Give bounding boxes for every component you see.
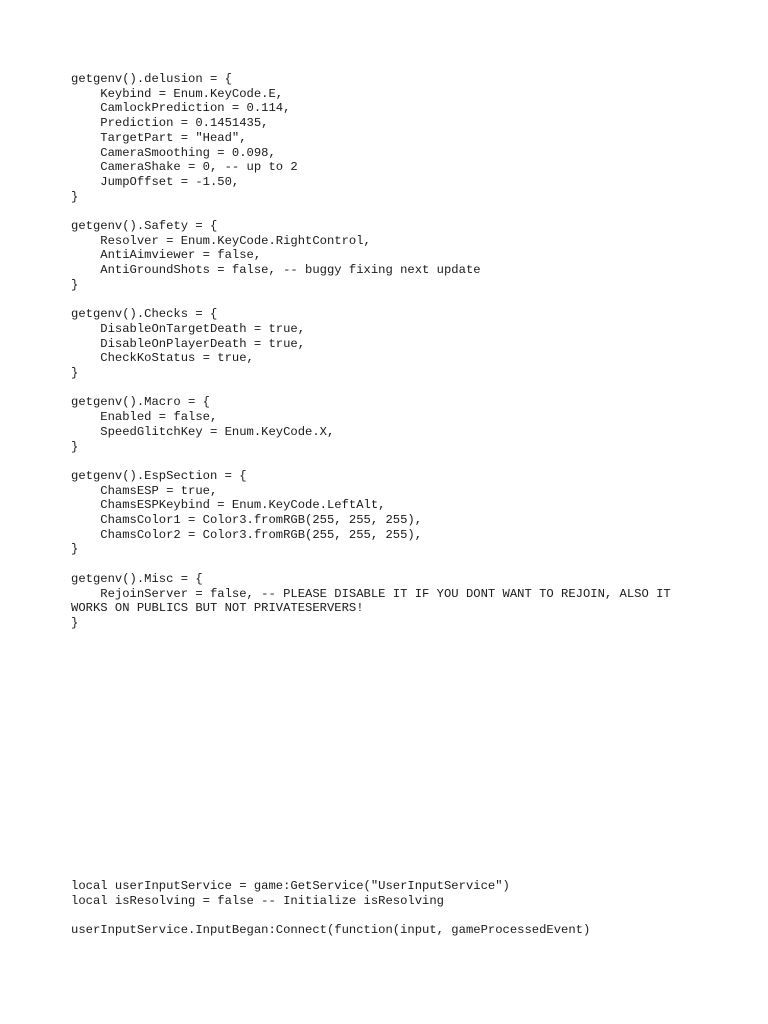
code-line: userInputService.InputBegan:Connect(function(input, gameProcessedEvent) (71, 923, 591, 938)
code-line: CheckKoStatus = true, (71, 351, 254, 366)
code-line: local userInputService = game:GetService("UserInputService") (71, 879, 510, 893)
code-line: } (71, 542, 79, 557)
code-line: WORKS ON PUBLICS BUT NOT PRIVATESERVERS! (71, 601, 364, 616)
code-block-resolver (71, 879, 590, 938)
code-line: DisableOnTargetDeath = true, (71, 321, 306, 336)
code-line: } (71, 439, 79, 454)
code-line: } (71, 189, 79, 204)
code-line: CameraSmoothing = 0.098, (71, 145, 276, 160)
code-line: Resolver = Enum.KeyCode.RightControl, (71, 233, 371, 248)
code-block-config (71, 72, 671, 631)
code-line: ChamsColor2 = Color3.fromRGB(255, 255, 255), (71, 527, 423, 542)
code-line: } (71, 615, 79, 630)
code-line: } (71, 277, 79, 292)
code-line: getgenv().Safety = { (71, 219, 218, 234)
code-line (71, 204, 671, 219)
code-line (71, 293, 671, 308)
code-line: getgenv().Macro = { (71, 395, 210, 410)
code-line (71, 381, 671, 396)
code-line: JumpOffset = -1.50, (71, 174, 240, 189)
code-line: Keybind = Enum.KeyCode.E, (71, 86, 284, 101)
code-line: SpeedGlitchKey = Enum.KeyCode.X, (71, 424, 335, 439)
code-line (71, 454, 671, 469)
code-line: TargetPart = "Head", (71, 130, 247, 145)
code-line: CamlockPrediction = 0.114, (71, 101, 291, 116)
code-line: getgenv().Checks = { (71, 307, 218, 322)
code-line: } (71, 366, 79, 381)
code-line: Enabled = false, (71, 410, 218, 425)
code-line: ChamsESPKeybind = Enum.KeyCode.LeftAlt, (71, 498, 386, 513)
code-line: DisableOnPlayerDeath = true, (71, 336, 306, 351)
code-line: ChamsESP = true, (71, 483, 218, 498)
code-line: AntiGroundShots = false, -- buggy fixing next update (71, 263, 481, 278)
code-line: Prediction = 0.1451435, (71, 116, 269, 131)
code-line (71, 908, 590, 923)
code-line: getgenv().EspSection = { (71, 468, 247, 483)
code-line (71, 557, 671, 572)
code-line: RejoinServer = false, -- PLEASE DISABLE IT IF YOU DONT WANT TO REJOIN, ALSO IT (71, 586, 671, 601)
code-line: local isResolving = false -- Initialize isResolving (71, 893, 444, 908)
code-line: AntiAimviewer = false, (71, 248, 262, 263)
code-line: getgenv().delusion = { (71, 72, 232, 86)
code-line: ChamsColor1 = Color3.fromRGB(255, 255, 255), (71, 513, 423, 528)
code-line: CameraShake = 0, -- up to 2 (71, 160, 298, 175)
code-line: getgenv().Misc = { (71, 571, 203, 586)
